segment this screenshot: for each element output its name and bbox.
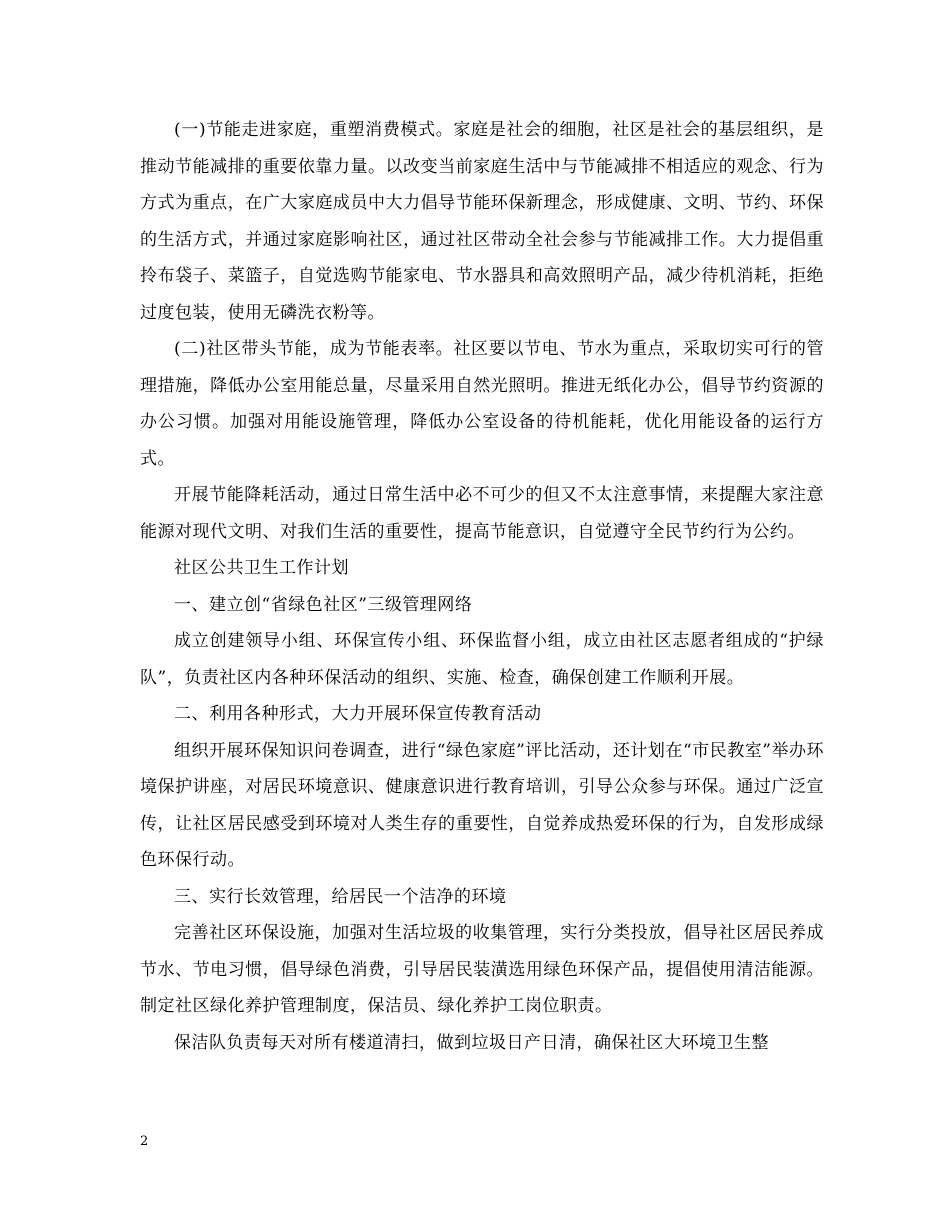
paragraph-management-network: 成立创建领导小组、环保宣传小组、环保监督小组，成立由社区志愿者组成的“护绿队”，负责社区内各种环保活动的组织、实施、检查，确保创建工作顺利开展。 xyxy=(140,631,824,688)
paragraph-cleaning-team: 保洁队负责每天对所有楼道清扫，做到垃圾日产日清，确保社区大环境卫生整 xyxy=(174,1032,769,1053)
document-body xyxy=(140,112,824,1061)
paragraph-community-lead: (二)社区带头节能，成为节能表率。社区要以节电、节水为重点，采取切实可行的管理措施，降低办公室用能总量，尽量采用自然光照明。推进无纸化办公，倡导节约资源的办公习惯。加强对用能设施管理，降低办公室设备的待机能耗，优化用能设备的运行方式。 xyxy=(140,339,824,469)
section-title-hygiene-plan: 社区公共卫生工作计划 xyxy=(174,558,349,578)
page-number: 2 xyxy=(140,1134,149,1149)
paragraph-publicity: 组织开展环保知识问卷调查，进行“绿色家庭”评比活动，还计划在“市民教室”举办环境保护讲座，对居民环境意识、健康意识进行教育培训，引导公众参与环保。通过广泛宣传，让社区居民感受到环境对人类生存的重要性，自觉养成热爱环保的行为，自发形成绿色环保行动。 xyxy=(140,740,824,870)
heading-management-network: 一、建立创“省绿色社区”三级管理网络 xyxy=(174,594,473,615)
heading-publicity: 二、利用各种形式，大力开展环保宣传教育活动 xyxy=(174,704,542,724)
heading-long-term-management: 三、实行长效管理，给居民一个洁净的环境 xyxy=(174,886,507,907)
paragraph-long-term-management: 完善社区环保设施，加强对生活垃圾的收集管理，实行分类投放，倡导社区居民养成节水、节电习惯，倡导绿色消费，引导居民装潢选用绿色环保产品，提倡使用清洁能源。制定社区绿化养护管理制度，保洁员、绿化养护工岗位职责。 xyxy=(140,923,824,1016)
paragraph-energy-activity: 开展节能降耗活动，通过日常生活中必不可少的但又不太注意事情，来提醒大家注意能源对现代文明、对我们生活的重要性，提高节能意识，自觉遵守全民节约行为公约。 xyxy=(140,485,824,542)
paragraph-energy-home: (一)节能走进家庭，重塑消费模式。家庭是社会的细胞，社区是社会的基层组织，是推动节能减排的重要依靠力量。以改变当前家庭生活中与节能减排不相适应的观念、行为方式为重点，在广大家庭成员中大力倡导节能环保新理念，形成健康、文明、节约、环保的生活方式，并通过家庭影响社区，通过社区带动全社会参与节能减排工作。大力提倡重拎布袋子、菜篮子，自觉选购节能家电、节水器具和高效照明产品，减少待机消耗，拒绝过度包装，使用无磷洗衣粉等。 xyxy=(140,120,824,323)
